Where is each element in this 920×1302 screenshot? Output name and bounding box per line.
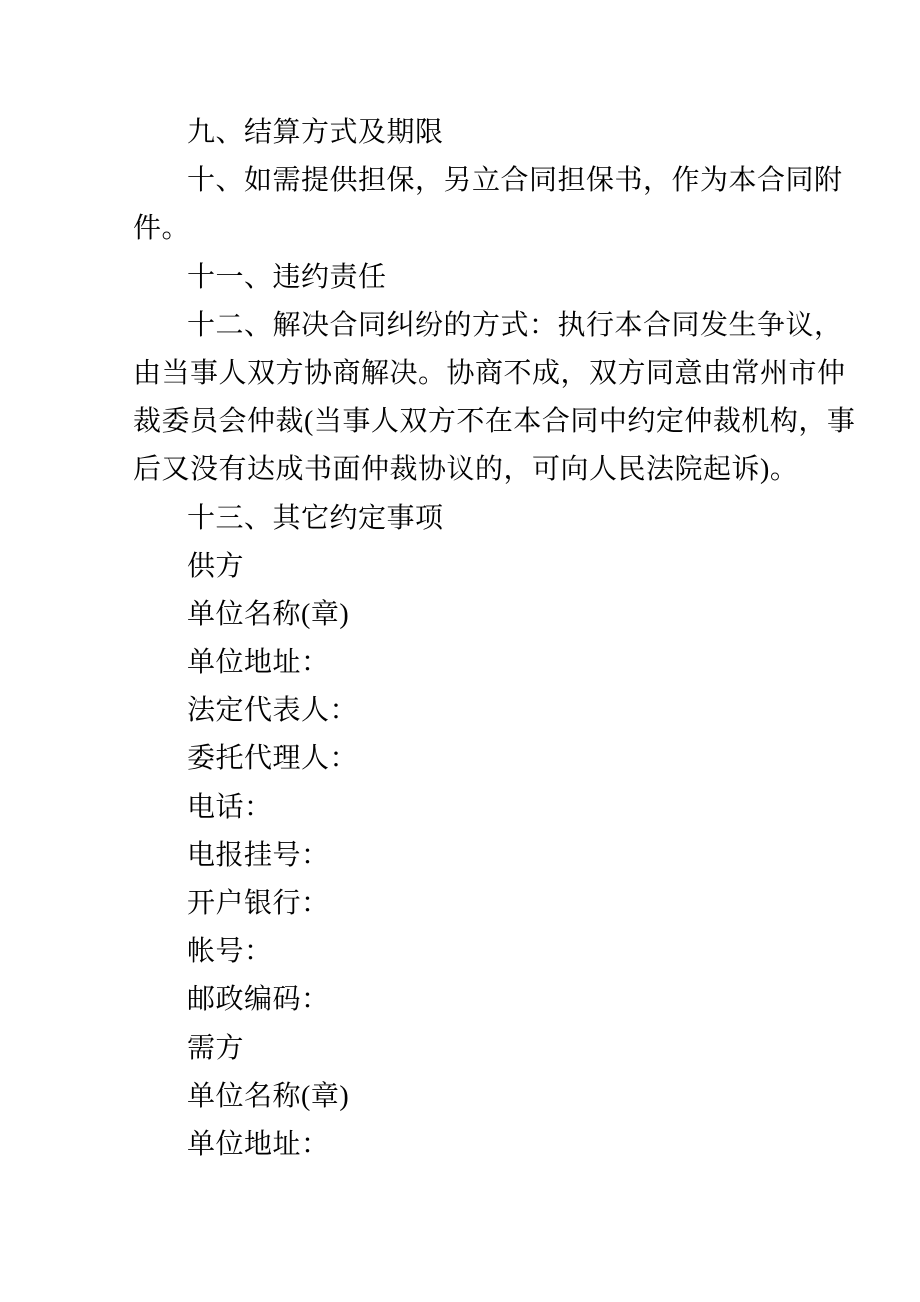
text-line: 需方 bbox=[187, 1032, 245, 1064]
text-line: 十三、其它约定事项 bbox=[187, 502, 444, 534]
text-line: 十一、违约责任 bbox=[187, 261, 387, 293]
text-line: 法定代表人： bbox=[187, 695, 359, 727]
text-line: 后又没有达成书面仲裁协议的，可向人民法院起诉)。 bbox=[133, 454, 799, 486]
text-line: 帐号： bbox=[187, 936, 273, 968]
text-line: 委托代理人： bbox=[187, 743, 359, 775]
text-line: 裁委员会仲裁(当事人双方不在本合同中约定仲裁机构，事 bbox=[133, 406, 856, 438]
text-line: 十二、解决合同纠纷的方式：执行本合同发生争议， bbox=[187, 309, 843, 341]
text-line: 电报挂号： bbox=[187, 839, 330, 871]
text-line: 电话： bbox=[187, 791, 273, 823]
text-line: 单位名称(章) bbox=[187, 598, 350, 630]
text-line: 单位地址： bbox=[187, 647, 330, 679]
text-line: 单位地址： bbox=[187, 1128, 330, 1160]
text-line: 开户银行： bbox=[187, 888, 330, 919]
text-line: 邮政编码： bbox=[187, 984, 330, 1016]
text-line: 件。 bbox=[133, 213, 191, 245]
text-line: 由当事人双方协商解决。协商不成，双方同意由常州市仲 bbox=[133, 357, 846, 389]
text-line: 十、如需提供担保，另立合同担保书，作为本合同附 bbox=[187, 165, 843, 197]
text-line: 单位名称(章) bbox=[187, 1080, 350, 1112]
contract-text bbox=[133, 109, 856, 1169]
text-line: 供方 bbox=[187, 550, 245, 582]
text-line: 九、结算方式及期限 bbox=[187, 117, 444, 148]
